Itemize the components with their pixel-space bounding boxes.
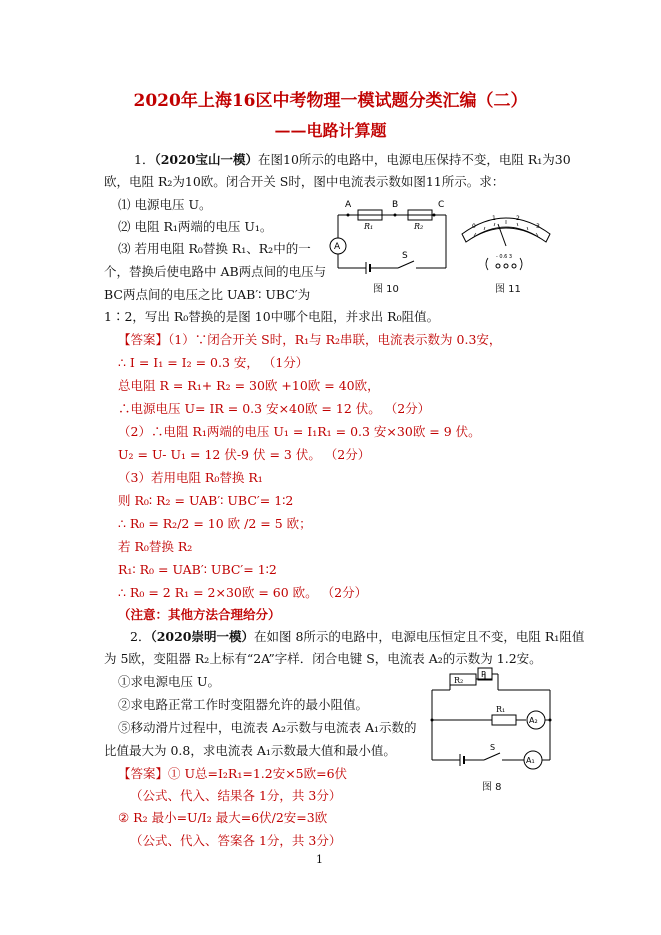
q1-line-1: 1．（2020宝山一模）在图10所示的电路中，电源电压保持不变，电阻 R₁为30 [134,152,571,167]
fig10-label-a: A [345,200,352,210]
q1-answer-10: 若 R₀替换 R₂ [118,539,193,554]
fig8-label-a2: A₂ [529,716,538,725]
q1-answer-12: ∴ R₀ = 2 R₁ = 2×30欧 = 60 欧。 （2分） [118,585,368,600]
q2-line-2: 为 5欧，变阻器 R₂上标有“2A”字样．闭合电键 S，电流表 A₂的示数为 1.2安。 [104,651,542,666]
figure-8-circuit [428,664,556,774]
q1-answer-9: ∴ R₀ = R₂/2 = 10 欧 /2 = 5 欧； [118,516,312,531]
q2-line-1: 2．（2020崇明一模）在如图 8所示的电路中，电源电压恒定且不变，电阻 R₁阻值 [130,629,585,644]
fig11-terminals: - 0.6 3 [496,254,513,260]
fig8-label-r2: R₂ [454,676,464,685]
fig8-label-s: S [490,743,496,752]
q1-answer-note: （注意：其他方法合理给分） [118,607,281,622]
fig10-label-c: C [438,200,445,210]
q1-line-6: 个，替换后使电路中 AB两点间的电压与 [104,264,327,279]
q1-answer-5: （2）∴电阻 R₁两端的电压 U₁ = I₁R₁ = 0.3 安×30欧 = 9 伏。 [118,424,481,439]
q1-line-8: 1∶2，写出 R₀替换的是图 10中哪个电阻，并求出 R₀阻值。 [104,309,440,324]
fig11-scale-1: 1 [492,215,496,222]
fig10-label-s: S [402,251,408,261]
q2-line-4: ②求电路正常工作时变阻器允许的最小阻值。 [118,697,369,712]
fig8-label-r1: R₁ [496,705,506,714]
fig10-label-r1: R₁ [364,222,374,231]
fig8-label-p: P [481,670,486,679]
fig11-scale-0: 0 [472,223,476,230]
figure-11-ammeter-dial [458,206,554,278]
q2-answer-3: ② R₂ 最小=U/I₂ 最大=6伏/2安=3欧 [118,810,328,825]
page-number: 1 [316,853,323,866]
fig10-ammeter-label: A [334,242,341,252]
q1-answer-11: R₁∶ R₀ = UAB′∶ UBC′= 1∶2 [118,562,277,577]
q1-answer-4: ∴电源电压 U= IR = 0.3 安×40欧 = 12 伏。 （2分） [118,401,431,416]
q1-answer-3: 总电阻 R = R₁+ R₂ = 30欧 +10欧 = 40欧， [118,378,380,393]
page-title: 2020年上海16区中考物理一模试题分类汇编（二） [133,91,528,111]
fig11-scale-3: 3 [536,223,540,230]
q1-line-7: BC两点间的电压之比 UAB′∶ UBC′为 [104,287,311,302]
figure-10-circuit [326,196,456,276]
q2-line-5: ⑤移动滑片过程中，电流表 A₂示数与电流表 A₁示数的 [118,720,417,735]
fig10-label-b: B [392,200,399,210]
page-subtitle: ——电路计算题 [274,121,387,140]
q1-line-3: ⑴ 电源电压 U。 [118,197,212,212]
q2-answer-4: （公式、代入、答案各 1分，共 3分） [130,833,342,848]
fig11-scale-2: 2 [516,215,520,222]
q1-answer-1: 【答案】（1）∵闭合开关 S时，R₁与 R₂串联，电流表示数为 0.3安， [118,332,502,347]
q1-line-5: ⑶ 若用电阻 R₀替换 R₁、R₂中的一 [118,241,311,256]
q1-answer-2: ∴ I = I₁ = I₂ = 0.3 安， （1分） [118,355,309,370]
fig8-label-a1: A₁ [526,756,535,765]
q1-answer-6: U₂ = U- U₁ = 12 伏-9 伏 = 3 伏。 （2分） [118,447,371,462]
q1-line-2: 欧，电阻 R₂为10欧。闭合开关 S时，图中电流表示数如图11所示。求： [104,174,505,189]
q1-answer-7: （3）若用电阻 R₀替换 R₁ [118,470,263,485]
figure-8-caption: 图 8 [482,782,502,793]
fig10-label-r2: R₂ [414,222,424,231]
q1-line-4: ⑵ 电阻 R₁两端的电压 U₁。 [118,219,273,234]
q1-answer-8: 则 R₀∶ R₂ = UAB′∶ UBC′= 1∶2 [118,493,294,508]
q2-line-3: ①求电源电压 U。 [118,674,221,689]
q2-answer-1: 【答案】① U总=I₂R₁=1.2安×5欧=6伏 [118,766,348,781]
figure-10-caption: 图 10 [373,284,399,295]
q2-line-6: 比值最大为 0.8，求电流表 A₁示数最大值和最小值。 [104,743,396,758]
figure-11-caption: 图 11 [495,284,521,295]
q2-answer-2: （公式、代入、结果各 1分，共 3分） [130,788,342,803]
